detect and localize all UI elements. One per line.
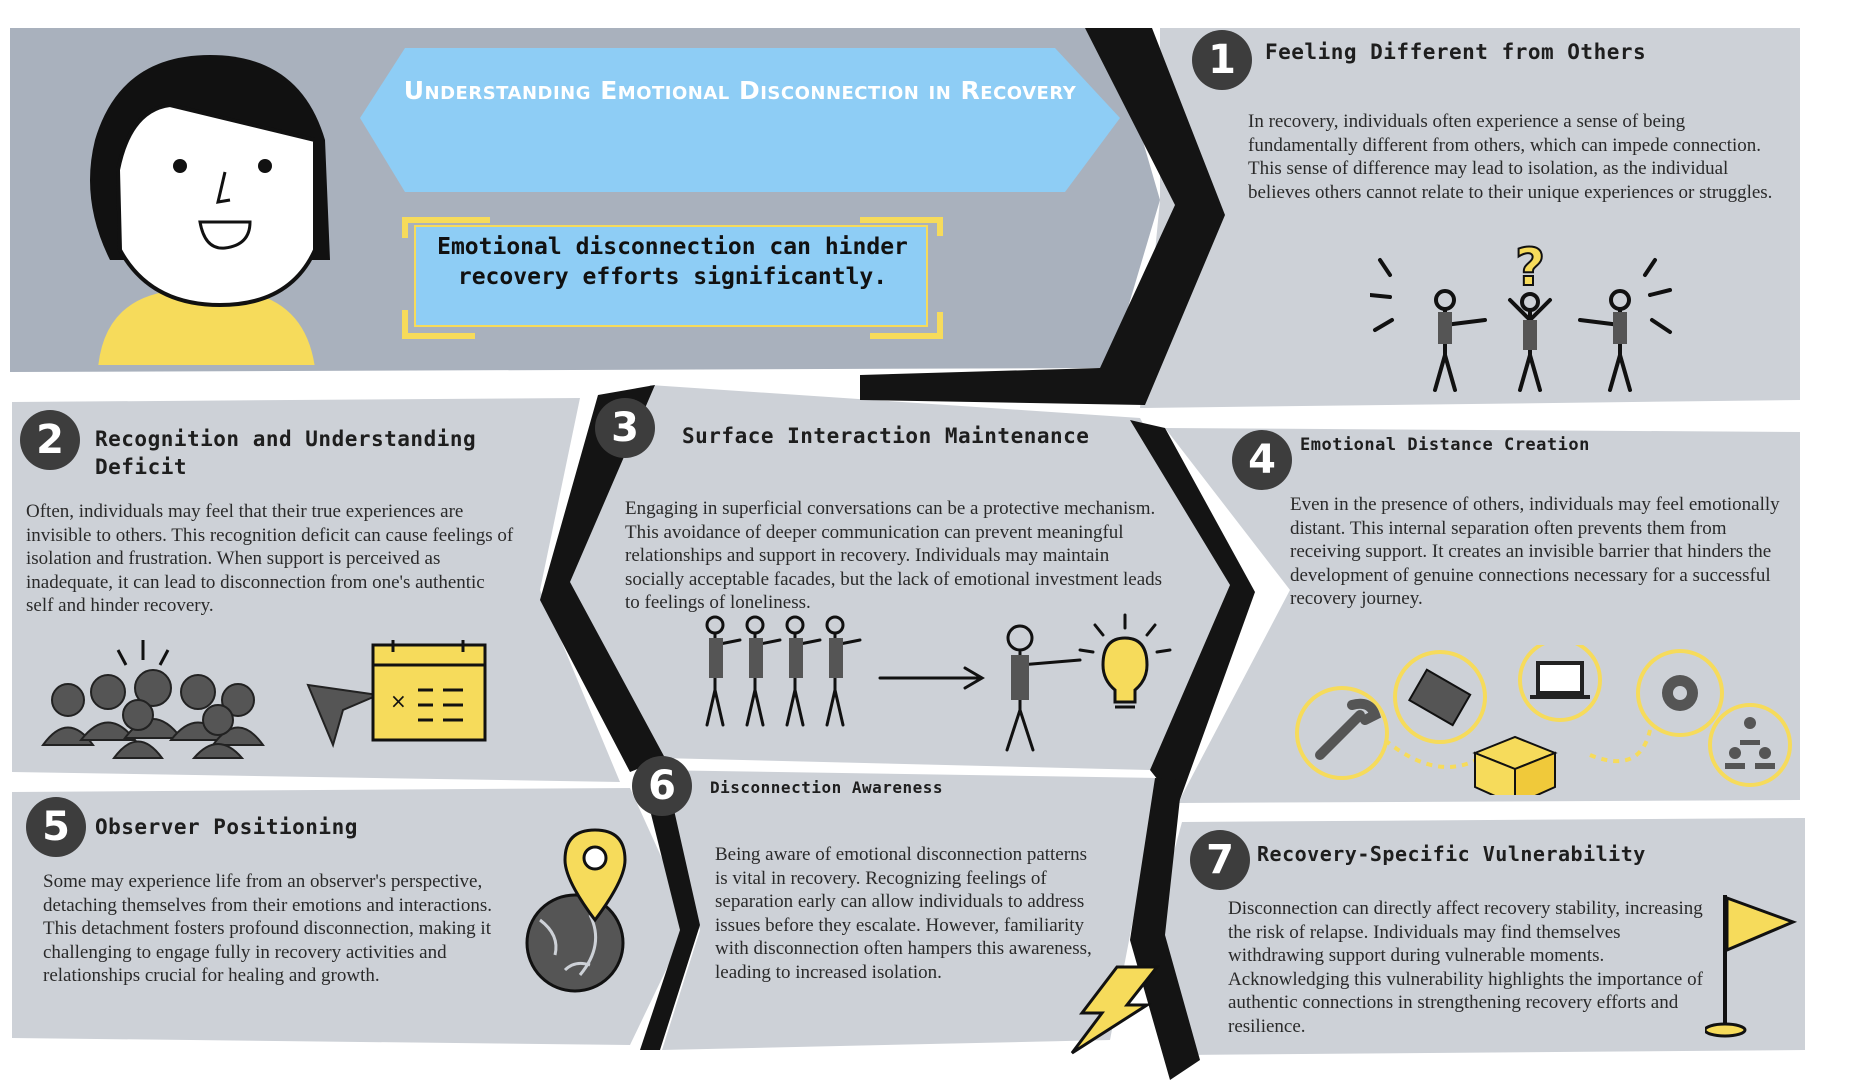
section-5-number: 5	[26, 797, 86, 857]
section-5-title: Observer Positioning	[95, 815, 358, 839]
lightning-bolt-icon	[1062, 965, 1162, 1055]
section-5-body: Some may experience life from an observer's perspective, detaching themselves from their emotions and interactions. This detachment fosters profound disconnection, making it challenging to engage fully in recovery activities and relationships crucial for healing and growth.	[43, 871, 493, 986]
globe-pin-icon	[520, 825, 635, 995]
people-arrow-lightbulb-icon	[685, 610, 1175, 755]
section-1-title: Feeling Different from Others	[1265, 40, 1647, 64]
section-7-number: 7	[1190, 830, 1250, 890]
section-2-title: Recognition and Understanding Deficit	[95, 427, 477, 479]
svg-text:?: ?	[1515, 240, 1546, 298]
avatar-illustration	[60, 50, 350, 365]
connected-tools-icon	[1290, 645, 1795, 795]
infographic-title: Understanding Emotional Disconnection in Recovery	[403, 76, 1077, 105]
section-4-title: Emotional Distance Creation	[1300, 435, 1590, 455]
section-3-number: 3	[595, 398, 655, 458]
section-1-body: In recovery, individuals often experience a sense of being fundamentally different from others, which can impede connection. This sense of difference may lead to isolation, as the individual believes others cannot relate to their unique experiences or struggles.	[1248, 111, 1773, 203]
crowd-and-calendar-icon	[38, 630, 498, 760]
section-2-body: Often, individuals may feel that their true experiences are invisible to others. This recognition deficit can cause feelings of isolation and frustration. When support is perceived as inadequate, it can lead to disconnection from one's authentic self and hinder recovery.	[26, 501, 514, 616]
flag-icon	[1705, 890, 1800, 1040]
section-7-title: Recovery-Specific Vulnerability	[1257, 842, 1646, 866]
section-3-title: Surface Interaction Maintenance	[682, 424, 1090, 448]
section-7-body: Disconnection can directly affect recovery stability, increasing the risk of relapse. Individuals may find themselves withdrawing support during vulnerable moments. Acknowledging this vulnerability highlights the importance of authentic connections in strengthening recovery efforts and resilience.	[1228, 898, 1703, 1037]
confused-person-among-others-icon	[1370, 240, 1690, 400]
section-2-number: 2	[20, 410, 80, 470]
section-6-title: Disconnection Awareness	[710, 778, 944, 797]
section-6-body: Being aware of emotional disconnection patterns is vital in recovery. Recognizing feelings of separation early can allow individuals to address issues before they escalate. However, familiarity with disconnection often hampers this awareness, leading to increased isolation.	[715, 844, 1092, 983]
section-6-number: 6	[632, 756, 692, 816]
section-4-number: 4	[1232, 430, 1292, 490]
section-1-number: 1	[1192, 30, 1252, 90]
svg-text:×: ×	[390, 689, 407, 713]
section-4-body: Even in the presence of others, individuals may feel emotionally distant. This internal separation often prevents them from receiving support. It creates an invisible barrier that hinders the development of genuine connections necessary for a successful recovery journey.	[1290, 494, 1780, 609]
infographic-subtitle: Emotional disconnection can hinder recovery efforts significantly.	[437, 234, 908, 290]
section-3-body: Engaging in superficial conversations can be a protective mechanism. This avoidance of deeper communication can prevent meaningful relationships and support in recovery. Individuals may maintain socially acceptable facades, but the lack of emotional investment leads to feelings of loneliness.	[625, 498, 1163, 613]
